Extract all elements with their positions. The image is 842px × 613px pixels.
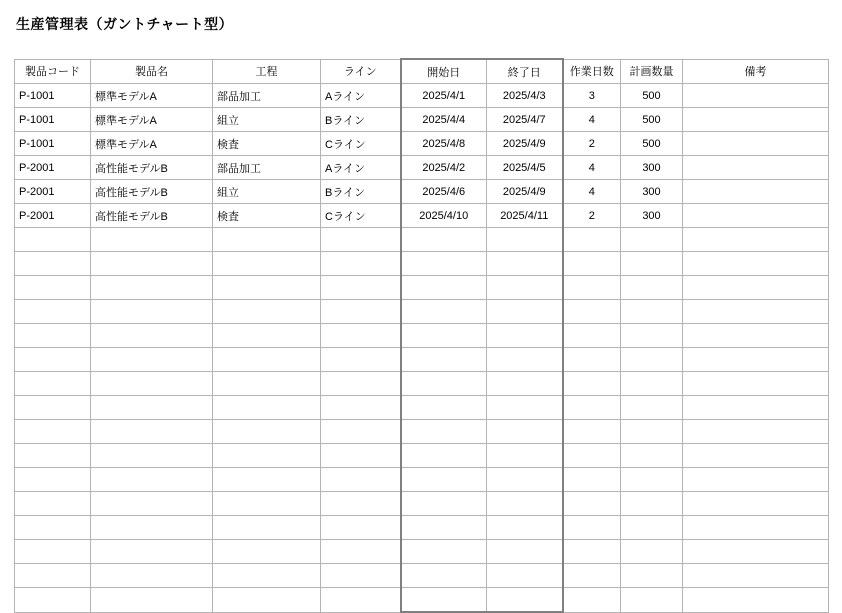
table-cell[interactable] bbox=[621, 396, 683, 420]
table-cell[interactable]: 2 bbox=[563, 204, 621, 228]
table-cell[interactable] bbox=[213, 588, 321, 613]
table-cell[interactable]: 2025/4/3 bbox=[487, 84, 563, 108]
table-cell[interactable] bbox=[621, 300, 683, 324]
table-row bbox=[15, 396, 829, 420]
table-cell[interactable] bbox=[15, 420, 91, 444]
table-cell[interactable] bbox=[563, 420, 621, 444]
table-header-row bbox=[15, 59, 829, 84]
table-cell[interactable] bbox=[213, 420, 321, 444]
table-cell[interactable] bbox=[213, 348, 321, 372]
column-header-line: ライン bbox=[321, 59, 401, 84]
table-cell[interactable] bbox=[213, 252, 321, 276]
table-cell[interactable] bbox=[487, 540, 563, 564]
table-cell[interactable] bbox=[683, 132, 829, 156]
table-cell[interactable] bbox=[213, 516, 321, 540]
table-cell[interactable] bbox=[487, 228, 563, 252]
table-cell[interactable] bbox=[563, 540, 621, 564]
table-cell[interactable] bbox=[563, 588, 621, 613]
table-cell[interactable] bbox=[621, 444, 683, 468]
table-cell[interactable] bbox=[683, 588, 829, 613]
table-row bbox=[15, 324, 829, 348]
table-cell[interactable] bbox=[401, 444, 487, 468]
table-cell[interactable] bbox=[401, 348, 487, 372]
table-row bbox=[15, 108, 829, 132]
table-cell[interactable] bbox=[321, 564, 401, 588]
table-cell[interactable] bbox=[91, 324, 213, 348]
table-cell[interactable] bbox=[487, 396, 563, 420]
table-cell[interactable]: 2 bbox=[563, 132, 621, 156]
column-header-planned-qty: 計画数量 bbox=[621, 59, 683, 84]
column-header-remarks: 備考 bbox=[683, 59, 829, 84]
table-cell[interactable] bbox=[321, 540, 401, 564]
table-cell[interactable] bbox=[15, 252, 91, 276]
table-cell[interactable] bbox=[621, 420, 683, 444]
table-row bbox=[15, 252, 829, 276]
table-cell[interactable]: 2025/4/9 bbox=[487, 132, 563, 156]
table-cell[interactable] bbox=[683, 180, 829, 204]
table-cell[interactable]: 2025/4/6 bbox=[401, 180, 487, 204]
table-cell[interactable]: 2025/4/10 bbox=[401, 204, 487, 228]
table-cell[interactable] bbox=[15, 588, 91, 613]
table-cell[interactable]: 組立 bbox=[213, 180, 321, 204]
table-cell[interactable]: 2025/4/5 bbox=[487, 156, 563, 180]
table-cell[interactable] bbox=[15, 228, 91, 252]
table-cell[interactable] bbox=[15, 396, 91, 420]
table-cell[interactable] bbox=[683, 420, 829, 444]
table-cell[interactable] bbox=[91, 444, 213, 468]
table-cell[interactable]: 検査 bbox=[213, 132, 321, 156]
table-cell[interactable]: P-1001 bbox=[15, 108, 91, 132]
column-header-work-days: 作業日数 bbox=[563, 59, 621, 84]
table-cell[interactable] bbox=[321, 588, 401, 613]
table-cell[interactable] bbox=[683, 396, 829, 420]
table-cell[interactable] bbox=[321, 396, 401, 420]
table-cell[interactable] bbox=[91, 540, 213, 564]
table-cell[interactable]: Bライン bbox=[321, 180, 401, 204]
table-cell[interactable]: 300 bbox=[621, 180, 683, 204]
table-cell[interactable] bbox=[213, 372, 321, 396]
table-cell[interactable] bbox=[487, 516, 563, 540]
table-cell[interactable] bbox=[91, 252, 213, 276]
table-cell[interactable] bbox=[401, 540, 487, 564]
table-cell[interactable] bbox=[487, 420, 563, 444]
table-cell[interactable] bbox=[321, 300, 401, 324]
table-cell[interactable]: P-1001 bbox=[15, 84, 91, 108]
table-cell[interactable] bbox=[401, 252, 487, 276]
table-cell[interactable] bbox=[683, 492, 829, 516]
table-cell[interactable] bbox=[401, 396, 487, 420]
table-row bbox=[15, 300, 829, 324]
table-cell[interactable] bbox=[91, 276, 213, 300]
table-cell[interactable]: 標準モデルA bbox=[91, 84, 213, 108]
table-cell[interactable] bbox=[487, 588, 563, 613]
table-cell[interactable] bbox=[213, 300, 321, 324]
table-cell[interactable] bbox=[487, 252, 563, 276]
table-cell[interactable] bbox=[563, 468, 621, 492]
table-cell[interactable] bbox=[563, 372, 621, 396]
table-cell[interactable] bbox=[683, 468, 829, 492]
table-cell[interactable] bbox=[563, 228, 621, 252]
table-cell[interactable]: 高性能モデルB bbox=[91, 204, 213, 228]
table-cell[interactable] bbox=[683, 252, 829, 276]
table-cell[interactable] bbox=[563, 564, 621, 588]
table-cell[interactable]: Aライン bbox=[321, 156, 401, 180]
table-cell[interactable] bbox=[683, 324, 829, 348]
table-cell[interactable] bbox=[621, 324, 683, 348]
table-cell[interactable] bbox=[621, 468, 683, 492]
table-cell[interactable] bbox=[621, 564, 683, 588]
table-cell[interactable]: 300 bbox=[621, 156, 683, 180]
table-row bbox=[15, 204, 829, 228]
table-cell[interactable] bbox=[15, 444, 91, 468]
table-cell[interactable] bbox=[91, 372, 213, 396]
table-cell[interactable] bbox=[487, 300, 563, 324]
table-row bbox=[15, 588, 829, 613]
table-cell[interactable] bbox=[683, 516, 829, 540]
table-cell[interactable] bbox=[487, 324, 563, 348]
table-cell[interactable]: 2025/4/7 bbox=[487, 108, 563, 132]
column-header-process: 工程 bbox=[213, 59, 321, 84]
table-cell[interactable]: 標準モデルA bbox=[91, 132, 213, 156]
table-cell[interactable]: 2025/4/11 bbox=[487, 204, 563, 228]
table-cell[interactable] bbox=[91, 348, 213, 372]
table-cell[interactable] bbox=[487, 348, 563, 372]
table-row bbox=[15, 228, 829, 252]
table-cell[interactable] bbox=[15, 492, 91, 516]
table-cell[interactable] bbox=[213, 492, 321, 516]
table-cell[interactable] bbox=[563, 324, 621, 348]
table-row bbox=[15, 348, 829, 372]
table-row bbox=[15, 444, 829, 468]
table-cell[interactable] bbox=[401, 564, 487, 588]
table-cell[interactable] bbox=[15, 276, 91, 300]
table-cell[interactable]: 500 bbox=[621, 132, 683, 156]
table-cell[interactable] bbox=[321, 276, 401, 300]
table-cell[interactable]: Bライン bbox=[321, 108, 401, 132]
table-row bbox=[15, 372, 829, 396]
table-cell[interactable] bbox=[213, 540, 321, 564]
table-cell[interactable] bbox=[321, 228, 401, 252]
table-cell[interactable]: Aライン bbox=[321, 84, 401, 108]
table-cell[interactable] bbox=[487, 276, 563, 300]
table-row bbox=[15, 180, 829, 204]
table-cell[interactable] bbox=[321, 372, 401, 396]
table-cell[interactable] bbox=[321, 252, 401, 276]
table-cell[interactable] bbox=[401, 492, 487, 516]
table-cell[interactable] bbox=[401, 468, 487, 492]
table-cell[interactable] bbox=[213, 468, 321, 492]
table-cell[interactable] bbox=[683, 444, 829, 468]
table-cell[interactable] bbox=[563, 348, 621, 372]
table-cell[interactable] bbox=[683, 84, 829, 108]
table-cell[interactable] bbox=[91, 588, 213, 613]
table-cell[interactable] bbox=[487, 372, 563, 396]
table-cell[interactable] bbox=[563, 516, 621, 540]
table-cell[interactable] bbox=[321, 348, 401, 372]
table-row bbox=[15, 540, 829, 564]
table-cell[interactable]: 部品加工 bbox=[213, 156, 321, 180]
table-row bbox=[15, 468, 829, 492]
table-cell[interactable] bbox=[563, 300, 621, 324]
table-row bbox=[15, 84, 829, 108]
table-cell[interactable]: 組立 bbox=[213, 108, 321, 132]
table-row bbox=[15, 132, 829, 156]
table-row bbox=[15, 420, 829, 444]
table-cell[interactable]: 4 bbox=[563, 108, 621, 132]
table-cell[interactable] bbox=[213, 396, 321, 420]
table-cell[interactable] bbox=[15, 468, 91, 492]
table-cell[interactable] bbox=[213, 564, 321, 588]
table-cell[interactable] bbox=[15, 300, 91, 324]
table-cell[interactable] bbox=[621, 540, 683, 564]
table-cell[interactable] bbox=[621, 228, 683, 252]
table-cell[interactable]: 高性能モデルB bbox=[91, 156, 213, 180]
table-row bbox=[15, 156, 829, 180]
table-cell[interactable] bbox=[91, 300, 213, 324]
table-cell[interactable] bbox=[321, 516, 401, 540]
table-cell[interactable] bbox=[91, 396, 213, 420]
table-cell[interactable]: 500 bbox=[621, 108, 683, 132]
table-cell[interactable]: 高性能モデルB bbox=[91, 180, 213, 204]
column-header-start-date: 開始日 bbox=[401, 59, 487, 84]
table-cell[interactable] bbox=[91, 492, 213, 516]
table-cell[interactable] bbox=[621, 372, 683, 396]
table-cell[interactable] bbox=[563, 396, 621, 420]
table-cell[interactable] bbox=[15, 540, 91, 564]
table-cell[interactable] bbox=[621, 492, 683, 516]
table-cell[interactable]: 部品加工 bbox=[213, 84, 321, 108]
production-schedule-sheet bbox=[14, 58, 828, 613]
table-cell[interactable] bbox=[621, 348, 683, 372]
table-header bbox=[15, 59, 829, 84]
table-cell[interactable] bbox=[683, 372, 829, 396]
page-title: 生産管理表（ガントチャート型） bbox=[16, 16, 234, 32]
table-cell[interactable] bbox=[213, 444, 321, 468]
table-cell[interactable] bbox=[321, 492, 401, 516]
table-cell[interactable] bbox=[401, 300, 487, 324]
table-cell[interactable]: 2025/4/4 bbox=[401, 108, 487, 132]
table-cell[interactable]: 4 bbox=[563, 156, 621, 180]
table-cell[interactable] bbox=[563, 444, 621, 468]
column-header-end-date: 終了日 bbox=[487, 59, 563, 84]
table-cell[interactable] bbox=[683, 108, 829, 132]
table-cell[interactable] bbox=[91, 516, 213, 540]
table-cell[interactable] bbox=[213, 276, 321, 300]
table-cell[interactable] bbox=[321, 468, 401, 492]
table-cell[interactable]: P-2001 bbox=[15, 180, 91, 204]
table-cell[interactable] bbox=[563, 252, 621, 276]
table-cell[interactable]: 検査 bbox=[213, 204, 321, 228]
table-cell[interactable] bbox=[563, 276, 621, 300]
table-cell[interactable]: 2025/4/9 bbox=[487, 180, 563, 204]
table-cell[interactable] bbox=[621, 276, 683, 300]
table-cell[interactable]: 300 bbox=[621, 204, 683, 228]
table-cell[interactable] bbox=[401, 276, 487, 300]
column-header-product-name: 製品名 bbox=[91, 59, 213, 84]
table-cell[interactable] bbox=[91, 468, 213, 492]
table-cell[interactable] bbox=[91, 228, 213, 252]
table-row bbox=[15, 276, 829, 300]
table-cell[interactable] bbox=[91, 420, 213, 444]
table-cell[interactable] bbox=[401, 516, 487, 540]
table-cell[interactable] bbox=[401, 420, 487, 444]
table-cell[interactable] bbox=[401, 372, 487, 396]
table-cell[interactable]: P-2001 bbox=[15, 156, 91, 180]
table-cell[interactable] bbox=[683, 276, 829, 300]
table-cell[interactable] bbox=[401, 324, 487, 348]
table-cell[interactable] bbox=[621, 588, 683, 613]
table-cell[interactable]: 標準モデルA bbox=[91, 108, 213, 132]
table-cell[interactable] bbox=[213, 324, 321, 348]
table-cell[interactable] bbox=[15, 372, 91, 396]
table-cell[interactable] bbox=[321, 444, 401, 468]
table-cell[interactable] bbox=[91, 564, 213, 588]
table-row bbox=[15, 492, 829, 516]
table-cell[interactable]: P-2001 bbox=[15, 204, 91, 228]
table-cell[interactable] bbox=[621, 516, 683, 540]
table-cell[interactable] bbox=[15, 348, 91, 372]
table-cell[interactable] bbox=[15, 324, 91, 348]
table-row bbox=[15, 564, 829, 588]
table-cell[interactable]: 2025/4/1 bbox=[401, 84, 487, 108]
table-cell[interactable] bbox=[683, 564, 829, 588]
table-cell[interactable] bbox=[683, 156, 829, 180]
table-cell[interactable]: 2025/4/8 bbox=[401, 132, 487, 156]
table-cell[interactable] bbox=[321, 420, 401, 444]
table-cell[interactable] bbox=[401, 228, 487, 252]
table-cell[interactable] bbox=[487, 444, 563, 468]
table-row bbox=[15, 516, 829, 540]
table-cell[interactable] bbox=[487, 564, 563, 588]
table-cell[interactable]: 500 bbox=[621, 84, 683, 108]
table-cell[interactable] bbox=[401, 588, 487, 613]
table-cell[interactable]: 3 bbox=[563, 84, 621, 108]
table-cell[interactable] bbox=[683, 204, 829, 228]
table-cell[interactable] bbox=[621, 252, 683, 276]
table-cell[interactable] bbox=[15, 516, 91, 540]
table-cell[interactable] bbox=[487, 468, 563, 492]
table-cell[interactable] bbox=[321, 324, 401, 348]
table-cell[interactable] bbox=[15, 564, 91, 588]
table-cell[interactable] bbox=[683, 540, 829, 564]
table-cell[interactable]: P-1001 bbox=[15, 132, 91, 156]
table-cell[interactable] bbox=[563, 492, 621, 516]
table-cell[interactable] bbox=[683, 348, 829, 372]
table-cell[interactable] bbox=[683, 228, 829, 252]
column-header-product-code: 製品コード bbox=[15, 59, 91, 84]
table-cell[interactable]: 2025/4/2 bbox=[401, 156, 487, 180]
table-cell[interactable]: Cライン bbox=[321, 204, 401, 228]
production-table bbox=[14, 58, 829, 613]
table-cell[interactable] bbox=[487, 492, 563, 516]
table-body bbox=[15, 84, 829, 613]
table-cell[interactable]: 4 bbox=[563, 180, 621, 204]
table-cell[interactable]: Cライン bbox=[321, 132, 401, 156]
table-cell[interactable] bbox=[683, 300, 829, 324]
table-cell[interactable] bbox=[213, 228, 321, 252]
